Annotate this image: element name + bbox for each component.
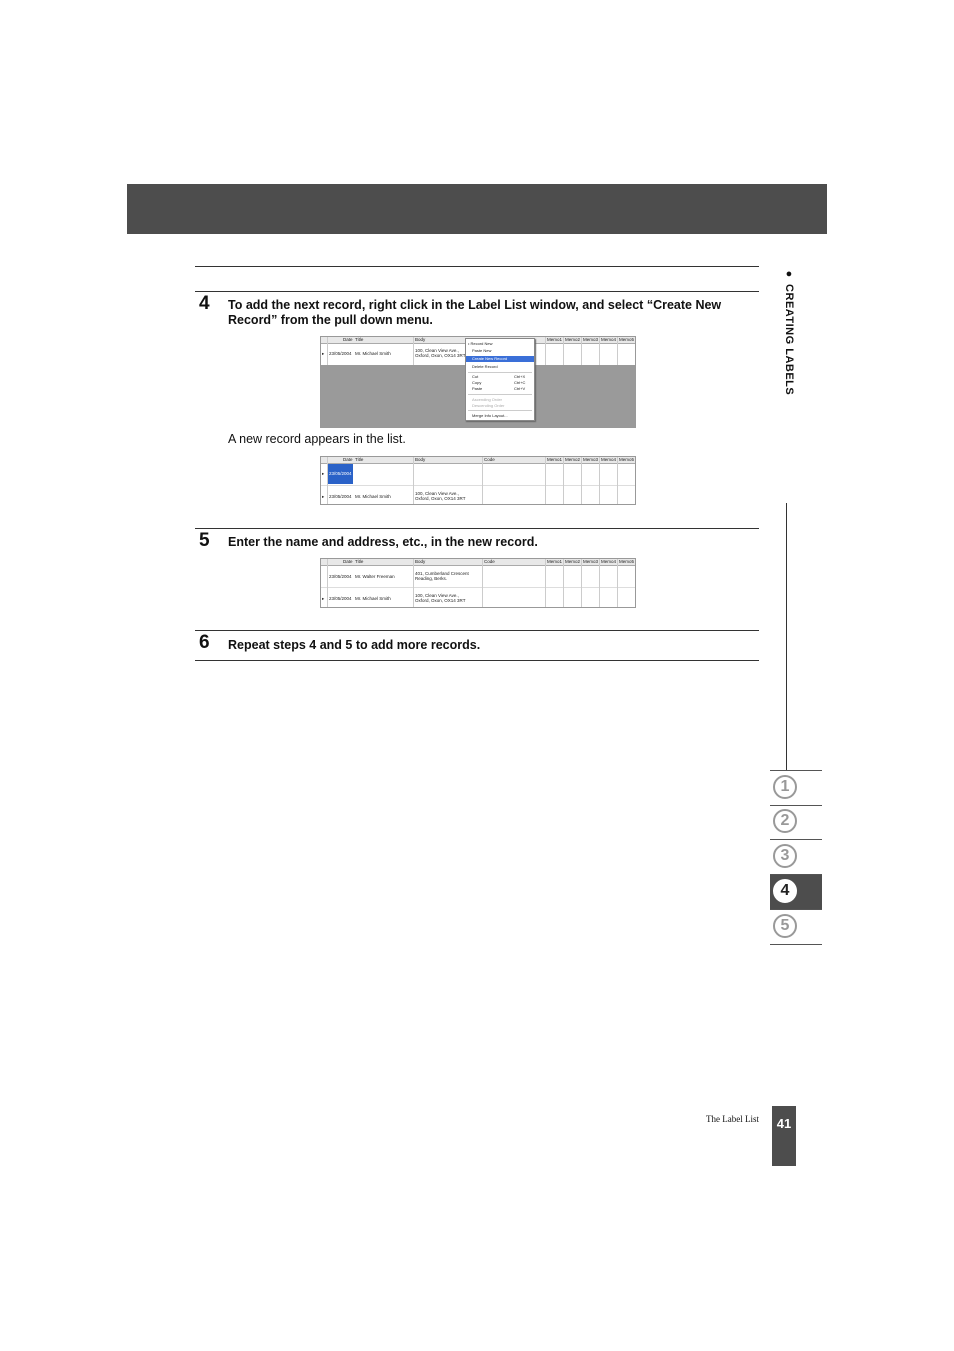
col-memo3: Memo3: [583, 559, 599, 564]
step-6-rule: [195, 630, 759, 631]
menu-item-descending-order[interactable]: Descending Order: [472, 403, 505, 408]
row1-body-line1: 401, Cumberland Crescent: [415, 571, 469, 576]
row2-body-line2: Oxford, Oxon, OX14 3RT: [415, 598, 466, 603]
col-body: Body: [415, 457, 426, 462]
top-rule: [195, 266, 759, 267]
chapter-number: 5: [773, 914, 797, 938]
row-pointer-icon: ▸: [322, 494, 325, 499]
step-6-number: 6: [199, 632, 210, 653]
chapter-tab-3[interactable]: [770, 840, 822, 875]
row1-body-line2: Reading, Berks.: [415, 576, 448, 581]
header-band: [127, 184, 827, 234]
col-memo2: Memo2: [565, 337, 581, 342]
row2-body-line1: 100, Clean View Ave.,: [415, 491, 459, 496]
row-pointer-icon: ▸: [322, 351, 325, 356]
new-record-cell[interactable]: [327, 464, 353, 484]
row2-title: Mr. Michael Smith: [355, 494, 391, 499]
menu-item-create-new-record[interactable]: Create New Record: [466, 356, 534, 362]
col-body: Body: [415, 337, 426, 342]
row1-date: 23/05/2004: [329, 351, 352, 356]
chapter-number: 1: [773, 775, 797, 799]
col-title: Title: [355, 559, 364, 564]
col-memo4: Memo4: [601, 559, 617, 564]
shortcut-cut: Ctrl+X: [514, 374, 526, 379]
row1-body-line2: Oxford, Oxon, OX14 3RT: [415, 353, 466, 358]
step-5-text: Enter the name and address, etc., in the new record.: [228, 535, 538, 549]
grid-header: [321, 559, 635, 566]
context-menu: [465, 338, 535, 421]
page-number: 41: [772, 1106, 796, 1166]
row1-title: Mr. Walter Freeman: [355, 574, 395, 579]
col-title: Title: [355, 337, 364, 342]
row2-date: 23/05/2004: [329, 596, 352, 601]
col-code: Code: [484, 457, 495, 462]
chapter-tab-5[interactable]: [770, 910, 822, 945]
col-memo1: Memo1: [547, 457, 563, 462]
chapter-number: 2: [773, 809, 797, 833]
col-memo3: Memo3: [583, 457, 599, 462]
menu-item-paste[interactable]: Paste: [472, 386, 483, 391]
label-list-screenshot-new-record: [320, 456, 636, 505]
chapter-number: 3: [773, 844, 797, 868]
col-title: Title: [355, 457, 364, 462]
col-memo3: Memo3: [583, 337, 599, 342]
col-memo1: Memo1: [547, 559, 563, 564]
new-record-date: 23/05/2004: [329, 471, 352, 476]
section-side-label: ● CREATING LABELS: [783, 268, 795, 396]
row1-body-line1: 100, Clean View Ave.,: [415, 348, 459, 353]
row2-date: 23/05/2004: [329, 494, 352, 499]
menu-item-cut[interactable]: Cut: [472, 374, 479, 379]
chapter-tab-2[interactable]: [770, 805, 822, 840]
chapter-number: 4: [773, 879, 797, 903]
col-memo5: Memo5: [619, 457, 635, 462]
row1-title: Mr. Michael Smith: [355, 351, 391, 356]
menu-item-paste-new[interactable]: Paste New: [472, 348, 492, 353]
row1-date: 23/05/2004: [329, 574, 352, 579]
col-date: Date: [343, 457, 353, 462]
row-pointer-icon: ▸: [322, 596, 325, 601]
step-4-rule: [195, 291, 759, 292]
row2-title: Mr. Michael Smith: [355, 596, 391, 601]
col-memo2: Memo2: [565, 559, 581, 564]
grid-header: [321, 457, 635, 464]
menu-item-merge-info-layout[interactable]: Merge Info Layout...: [472, 413, 508, 418]
menu-item-ascending-order[interactable]: Ascending Order: [472, 397, 503, 402]
step-4-number: 4: [199, 293, 210, 314]
label-list-screenshot-filled: [320, 558, 636, 608]
menu-item-record-new[interactable]: • Record New: [468, 341, 493, 346]
step-5-number: 5: [199, 530, 210, 551]
col-memo5: Memo5: [619, 559, 635, 564]
row-pointer-icon: ▸: [322, 471, 325, 476]
col-date: Date: [343, 337, 353, 342]
col-memo4: Memo4: [601, 457, 617, 462]
chapter-tab-1[interactable]: [770, 770, 822, 806]
chapter-tab-4[interactable]: [770, 875, 822, 910]
col-memo4: Memo4: [601, 337, 617, 342]
step-6-text: Repeat steps 4 and 5 to add more records.: [228, 638, 481, 652]
label-list-screenshot-context-menu: [320, 336, 636, 428]
col-memo1: Memo1: [547, 337, 563, 342]
footer-section-title: The Label List: [706, 1114, 759, 1124]
bottom-rule: [195, 660, 759, 661]
side-divider: [786, 503, 787, 771]
col-code: Code: [484, 559, 495, 564]
note-new-record: A new record appears in the list.: [228, 432, 406, 446]
col-memo5: Memo5: [619, 337, 635, 342]
shortcut-copy: Ctrl+C: [514, 380, 526, 385]
step-5-rule: [195, 528, 759, 529]
menu-item-delete-record[interactable]: Delete Record: [472, 364, 498, 369]
col-memo2: Memo2: [565, 457, 581, 462]
row2-body-line1: 100, Clean View Ave.,: [415, 593, 459, 598]
col-date: Date: [343, 559, 353, 564]
shortcut-paste: Ctrl+V: [514, 386, 526, 391]
row2-body-line2: Oxford, Oxon, OX14 3RT: [415, 496, 466, 501]
step-4-text: To add the next record, right click in the Label List window, and select “Create New Record” from the pull down menu.: [228, 298, 722, 327]
menu-item-copy[interactable]: Copy: [472, 380, 482, 385]
col-body: Body: [415, 559, 426, 564]
